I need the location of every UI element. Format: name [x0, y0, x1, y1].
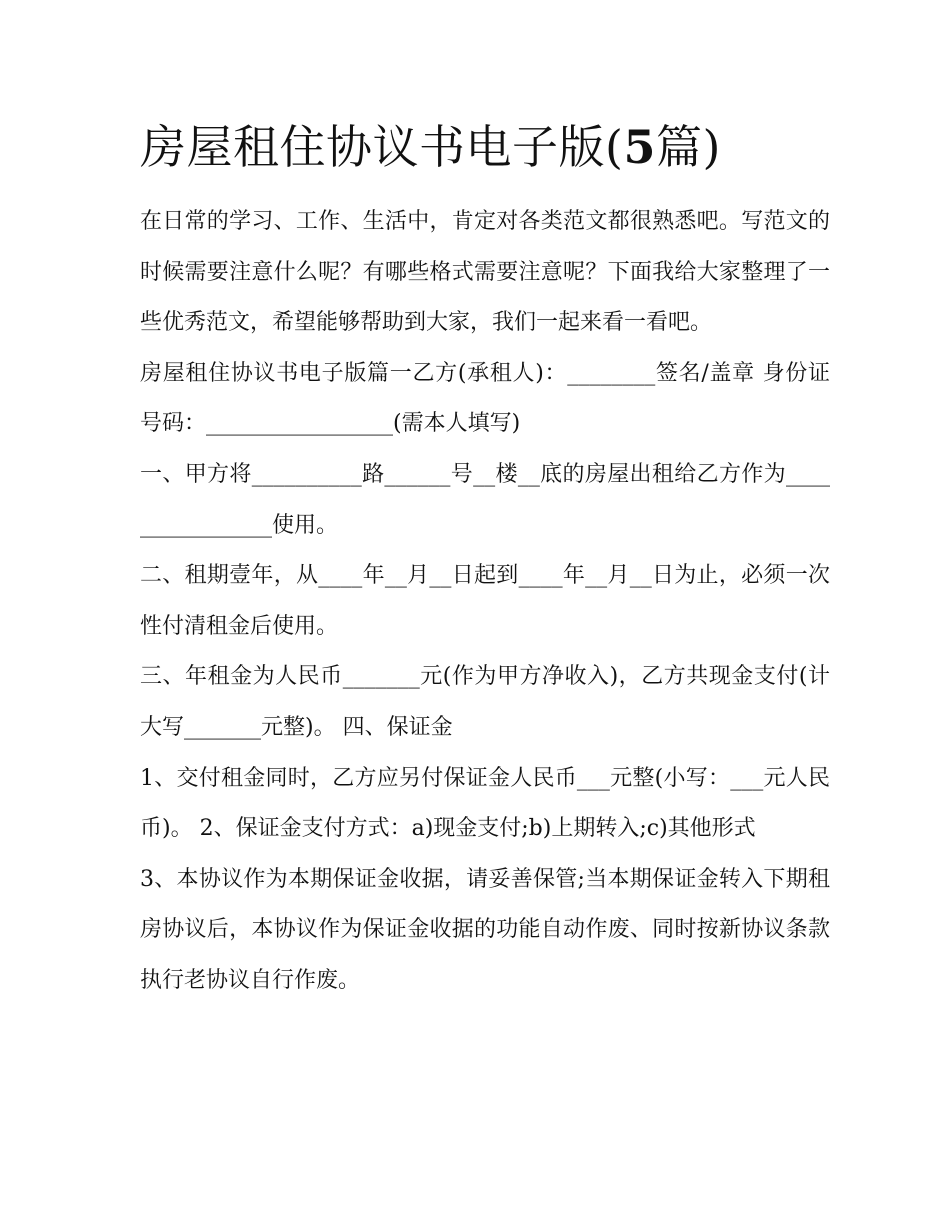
- clause-1-paragraph: 一、甲方将__________路______号__楼__底的房屋出租给乙方作为________________使用。: [140, 461, 830, 538]
- title-count: 5: [623, 120, 656, 174]
- deposit-item-3-paragraph: 3、本协议作为本期保证金收据，请妥善保管;当本期保证金转入下期租房协议后，本协议作为保证金收据的功能自动作废、同时按新协议条款执行老协议自行作废。: [140, 866, 830, 993]
- clause-2-paragraph: 二、租期壹年，从____年__月__日起到____年__月__日为止，必须一次性付清租金后使用。: [140, 563, 830, 639]
- intro-paragraph: 在日常的学习、工作、生活中，肯定对各类范文都很熟悉吧。写范文的时候需要注意什么呢？有哪些格式需要注意呢？下面我给大家整理了一些优秀范文，希望能够帮助到大家，我们一起来看一看吧。: [140, 209, 830, 336]
- deposit-item-1-paragraph: 1、交付租金同时，乙方应另付保证金人民币___元整(小写：___元人民币)。 2、保证金支付方式：a)现金支付;b)上期转入;c)其他形式: [140, 765, 830, 842]
- document-title: [140, 112, 860, 182]
- title-end: 篇): [655, 120, 721, 174]
- parties-paragraph: 房屋租住协议书电子版篇一乙方(承租人)：________签名/盖章 身份证号码：_________________(需本人填写): [140, 360, 830, 437]
- document-body: [140, 197, 830, 1007]
- title-main: 房屋租住协议书电子版(: [140, 120, 624, 174]
- clause-3-paragraph: 三、年租金为人民币_______元(作为甲方净收入)，乙方共现金支付(计大写_______元整)。 四、保证金: [140, 664, 830, 740]
